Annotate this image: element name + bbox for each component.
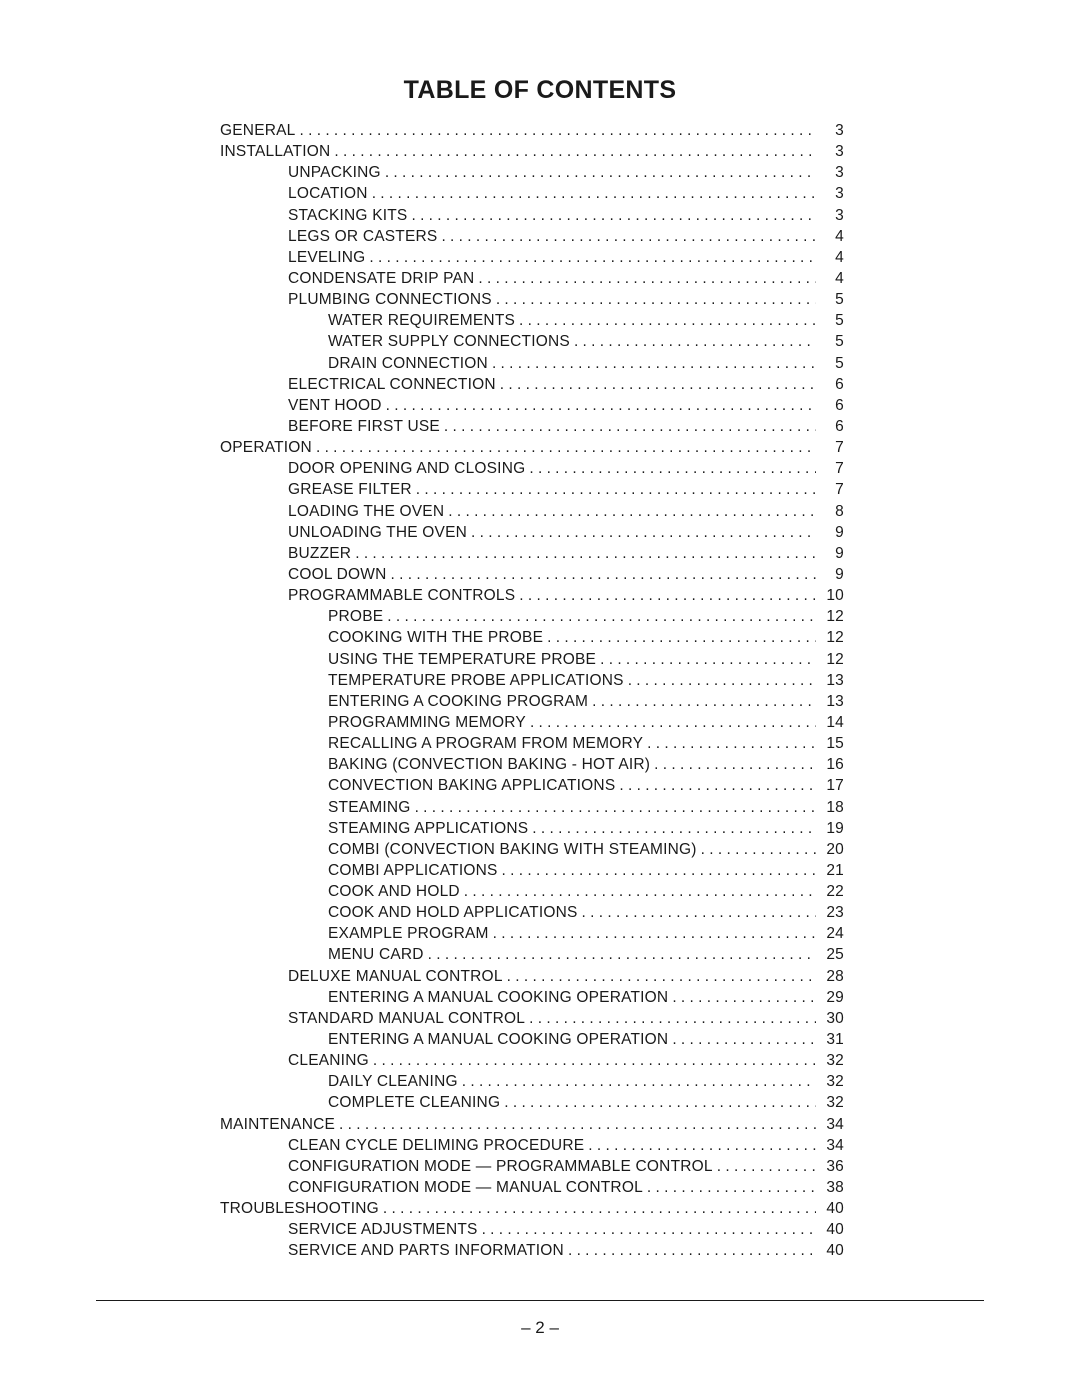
toc-entry[interactable]: [220, 395, 844, 416]
dot-leader: [462, 1071, 816, 1092]
toc-entry[interactable]: [220, 1071, 844, 1092]
toc-entry[interactable]: [220, 374, 844, 395]
toc-entry-label: ELECTRICAL CONNECTION: [288, 375, 496, 393]
toc-entry[interactable]: [220, 987, 844, 1008]
toc-entry-page: 5: [835, 354, 844, 372]
toc-entry-page: 34: [826, 1136, 844, 1154]
dot-leader: [619, 775, 816, 796]
toc-entry-page: 7: [835, 460, 844, 478]
toc-entry-label: GENERAL: [220, 122, 296, 139]
dot-leader: [592, 691, 816, 712]
toc-entry[interactable]: [220, 501, 844, 522]
toc-entry[interactable]: [220, 818, 844, 839]
dot-leader: [441, 226, 816, 247]
toc-entry[interactable]: [220, 860, 844, 881]
toc-entry-page: 32: [826, 1094, 844, 1112]
table-of-contents: [220, 120, 844, 1262]
dot-leader: [502, 860, 816, 881]
dot-leader: [316, 437, 816, 458]
dot-leader: [471, 522, 816, 543]
toc-entry-label: INSTALLATION: [220, 143, 331, 161]
toc-entry-page: 25: [826, 946, 844, 964]
toc-entry-page: 6: [835, 375, 844, 393]
toc-entry-page: 28: [826, 967, 844, 985]
toc-entry-label: BAKING (CONVECTION BAKING - HOT AIR): [328, 756, 651, 774]
toc-entry[interactable]: [220, 1219, 844, 1240]
toc-entry-label: LEVELING: [288, 248, 366, 266]
dot-leader: [701, 839, 816, 860]
dot-leader: [385, 162, 816, 183]
toc-entry-label: MAINTENANCE: [220, 1115, 336, 1133]
toc-entry-page: 8: [835, 502, 844, 520]
toc-entry-label: CLEAN CYCLE DELIMING PROCEDURE: [288, 1136, 585, 1154]
toc-entry[interactable]: [220, 733, 844, 754]
toc-entry[interactable]: [220, 881, 844, 902]
dot-leader: [647, 733, 816, 754]
dot-leader: [647, 1177, 816, 1198]
toc-entry[interactable]: [220, 966, 844, 987]
toc-entry-label: WATER SUPPLY CONNECTIONS: [328, 333, 570, 351]
toc-entry[interactable]: [220, 1029, 844, 1050]
toc-entry[interactable]: [220, 226, 844, 247]
toc-entry-label: TEMPERATURE PROBE APPLICATIONS: [328, 671, 624, 689]
toc-entry-page: 13: [826, 671, 844, 689]
dot-leader: [482, 1219, 816, 1240]
toc-entry-label: VENT HOOD: [288, 396, 382, 414]
toc-entry[interactable]: [220, 353, 844, 374]
toc-entry[interactable]: [220, 141, 844, 162]
toc-entry-label: STEAMING APPLICATIONS: [328, 819, 529, 837]
toc-entry-page: 7: [835, 439, 844, 457]
toc-entry-page: 7: [835, 481, 844, 499]
toc-entry-page: 12: [826, 629, 844, 647]
dot-leader: [493, 923, 816, 944]
toc-entry-label: PROGRAMMABLE CONTROLS: [288, 587, 516, 605]
toc-entry-label: BUZZER: [288, 544, 352, 562]
toc-entry[interactable]: [220, 797, 844, 818]
toc-entry-label: LOADING THE OVEN: [288, 502, 445, 520]
toc-entry[interactable]: [220, 944, 844, 965]
toc-entry-page: 12: [826, 608, 844, 626]
toc-entry-label: SERVICE ADJUSTMENTS: [288, 1221, 478, 1239]
toc-entry[interactable]: [220, 775, 844, 796]
dot-leader: [530, 712, 816, 733]
toc-entry-page: 5: [835, 291, 844, 309]
toc-entry-page: 15: [826, 735, 844, 753]
dot-leader: [369, 247, 816, 268]
toc-entry[interactable]: [220, 162, 844, 183]
toc-entry-page: 31: [826, 1031, 844, 1049]
toc-entry-page: 32: [826, 1073, 844, 1091]
toc-entry-label: UNLOADING THE OVEN: [288, 523, 468, 541]
toc-entry[interactable]: [220, 543, 844, 564]
toc-entry-page: 20: [826, 840, 844, 858]
dot-leader: [496, 289, 816, 310]
dot-leader: [355, 543, 816, 564]
dot-leader: [415, 797, 816, 818]
toc-entry-page: 13: [826, 692, 844, 710]
dot-leader: [574, 331, 816, 352]
dot-leader: [299, 120, 816, 141]
toc-entry-label: DELUXE MANUAL CONTROL: [288, 967, 503, 985]
toc-entry-page: 36: [826, 1157, 844, 1175]
toc-entry[interactable]: [220, 1114, 844, 1135]
toc-entry-label: USING THE TEMPERATURE PROBE: [328, 650, 597, 668]
toc-entry-label: OPERATION: [220, 439, 312, 457]
dot-leader: [416, 479, 816, 500]
toc-entry-label: PROGRAMMING MEMORY: [328, 713, 526, 731]
toc-entry[interactable]: [220, 585, 844, 606]
dot-leader: [588, 1135, 816, 1156]
dot-leader: [504, 1092, 816, 1113]
toc-entry-label: CONVECTION BAKING APPLICATIONS: [328, 777, 616, 795]
toc-entry-page: 4: [835, 248, 844, 266]
dot-leader: [492, 353, 816, 374]
toc-entry-label: TROUBLESHOOTING: [220, 1200, 379, 1218]
toc-entry-label: STACKING KITS: [288, 206, 408, 224]
toc-entry[interactable]: [220, 670, 844, 691]
toc-entry[interactable]: [220, 458, 844, 479]
toc-entry-page: 10: [826, 587, 844, 605]
dot-leader: [372, 183, 816, 204]
dot-leader: [448, 501, 816, 522]
dot-leader: [444, 416, 816, 437]
toc-entry-page: 19: [826, 819, 844, 837]
toc-entry[interactable]: [220, 331, 844, 352]
toc-entry-label: DOOR OPENING AND CLOSING: [288, 460, 526, 478]
toc-entry-page: 23: [826, 904, 844, 922]
toc-entry[interactable]: [220, 627, 844, 648]
toc-entry-label: EXAMPLE PROGRAM: [328, 925, 489, 943]
toc-entry[interactable]: [220, 183, 844, 204]
dot-leader: [532, 818, 816, 839]
dot-leader: [529, 458, 816, 479]
toc-entry-page: 40: [826, 1242, 844, 1260]
dot-leader: [519, 585, 816, 606]
toc-entry-label: CONDENSATE DRIP PAN: [288, 269, 475, 287]
toc-entry[interactable]: [220, 712, 844, 733]
toc-entry[interactable]: [220, 649, 844, 670]
toc-entry[interactable]: [220, 479, 844, 500]
toc-entry[interactable]: [220, 1050, 844, 1071]
toc-entry-page: 3: [835, 122, 844, 139]
toc-entry[interactable]: [220, 120, 844, 141]
toc-entry[interactable]: [220, 1156, 844, 1177]
toc-entry[interactable]: [220, 1177, 844, 1198]
toc-entry[interactable]: [220, 1240, 844, 1261]
footer-divider: [96, 1300, 984, 1301]
dot-leader: [464, 881, 816, 902]
toc-entry[interactable]: [220, 606, 844, 627]
toc-entry-label: COOK AND HOLD: [328, 883, 460, 901]
toc-entry-label: CONFIGURATION MODE — MANUAL CONTROL: [288, 1179, 643, 1197]
dot-leader: [387, 606, 816, 627]
dot-leader: [339, 1114, 816, 1135]
dot-leader: [478, 268, 816, 289]
toc-entry-label: PROBE: [328, 608, 384, 626]
dot-leader: [672, 987, 816, 1008]
toc-entry[interactable]: [220, 1135, 844, 1156]
dot-leader: [654, 754, 816, 775]
toc-entry-label: ENTERING A COOKING PROGRAM: [328, 692, 589, 710]
page-title: TABLE OF CONTENTS: [403, 76, 677, 104]
toc-entry-label: CONFIGURATION MODE — PROGRAMMABLE CONTROL: [288, 1157, 713, 1175]
toc-entry-label: DAILY CLEANING: [328, 1073, 458, 1091]
toc-entry[interactable]: [220, 268, 844, 289]
toc-entry-label: COMBI APPLICATIONS: [328, 861, 498, 879]
toc-entry-label: MENU CARD: [328, 946, 424, 964]
toc-entry-label: RECALLING A PROGRAM FROM MEMORY: [328, 735, 644, 753]
dot-leader: [600, 649, 816, 670]
toc-entry-page: 17: [826, 777, 844, 795]
toc-entry-page: 6: [835, 417, 844, 435]
toc-entry-page: 9: [835, 544, 844, 562]
toc-entry-label: WATER REQUIREMENTS: [328, 312, 516, 330]
toc-entry-label: UNPACKING: [288, 164, 381, 182]
dot-leader: [582, 902, 816, 923]
dot-leader: [383, 1198, 816, 1219]
dot-leader: [386, 395, 816, 416]
toc-entry-page: 40: [826, 1221, 844, 1239]
toc-entry-page: 34: [826, 1115, 844, 1133]
dot-leader: [391, 564, 816, 585]
dot-leader: [547, 627, 816, 648]
toc-entry[interactable]: [220, 1008, 844, 1029]
toc-entry-page: 3: [835, 185, 844, 203]
toc-entry-page: 4: [835, 269, 844, 287]
dot-leader: [672, 1029, 816, 1050]
toc-entry[interactable]: [220, 839, 844, 860]
dot-leader: [507, 966, 816, 987]
dot-leader: [628, 670, 816, 691]
toc-entry[interactable]: [220, 416, 844, 437]
toc-entry[interactable]: [220, 923, 844, 944]
toc-entry-page: 14: [826, 713, 844, 731]
toc-entry-page: 38: [826, 1179, 844, 1197]
dot-leader: [500, 374, 816, 395]
toc-entry-label: DRAIN CONNECTION: [328, 354, 488, 372]
toc-entry[interactable]: [220, 437, 844, 458]
toc-entry-page: 24: [826, 925, 844, 943]
toc-entry[interactable]: [220, 205, 844, 226]
dot-leader: [334, 141, 816, 162]
toc-entry-page: 18: [826, 798, 844, 816]
toc-entry[interactable]: [220, 310, 844, 331]
toc-entry-label: ENTERING A MANUAL COOKING OPERATION: [328, 1031, 669, 1049]
toc-entry-label: STANDARD MANUAL CONTROL: [288, 1009, 526, 1027]
dot-leader: [519, 310, 816, 331]
toc-entry-page: 29: [826, 988, 844, 1006]
dot-leader: [529, 1008, 816, 1029]
toc-entry-page: 3: [835, 206, 844, 224]
toc-entry[interactable]: [220, 902, 844, 923]
dot-leader: [428, 944, 816, 965]
dot-leader: [373, 1050, 816, 1071]
toc-entry-label: COMPLETE CLEANING: [328, 1094, 501, 1112]
toc-entry[interactable]: [220, 564, 844, 585]
toc-entry[interactable]: [220, 289, 844, 310]
dot-leader: [411, 205, 816, 226]
toc-entry-page: 9: [835, 565, 844, 583]
toc-entry[interactable]: [220, 1198, 844, 1219]
toc-entry[interactable]: [220, 691, 844, 712]
toc-entry-page: 3: [835, 143, 844, 161]
toc-entry[interactable]: [220, 1092, 844, 1113]
toc-entry-page: 16: [826, 756, 844, 774]
toc-entry-label: ENTERING A MANUAL COOKING OPERATION: [328, 988, 669, 1006]
toc-entry[interactable]: [220, 754, 844, 775]
toc-entry-page: 22: [826, 883, 844, 901]
page-number: – 2 –: [521, 1318, 559, 1337]
toc-entry-label: COOKING WITH THE PROBE: [328, 629, 544, 647]
toc-entry-page: 5: [835, 333, 844, 351]
toc-entry-page: 32: [826, 1052, 844, 1070]
toc-entry[interactable]: [220, 522, 844, 543]
toc-entry-label: GREASE FILTER: [288, 481, 412, 499]
toc-entry-label: CLEANING: [288, 1052, 369, 1070]
toc-entry-page: 21: [826, 861, 844, 879]
dot-leader: [717, 1156, 816, 1177]
toc-entry-label: COOK AND HOLD APPLICATIONS: [328, 904, 578, 922]
toc-entry-page: 40: [826, 1200, 844, 1218]
toc-entry[interactable]: [220, 247, 844, 268]
toc-entry-page: 5: [835, 312, 844, 330]
toc-entry-page: 3: [835, 164, 844, 182]
toc-entry-label: BEFORE FIRST USE: [288, 417, 440, 435]
toc-entry-label: LOCATION: [288, 185, 368, 203]
toc-entry-page: 9: [835, 523, 844, 541]
toc-entry-label: PLUMBING CONNECTIONS: [288, 291, 492, 309]
toc-entry-page: 30: [826, 1009, 844, 1027]
toc-entry-label: LEGS OR CASTERS: [288, 227, 438, 245]
toc-entry-label: COMBI (CONVECTION BAKING WITH STEAMING): [328, 840, 697, 858]
toc-entry-page: 4: [835, 227, 844, 245]
dot-leader: [568, 1240, 816, 1261]
toc-entry-label: STEAMING: [328, 798, 411, 816]
toc-entry-label: COOL DOWN: [288, 565, 387, 583]
toc-entry-page: 6: [835, 396, 844, 414]
toc-entry-page: 12: [826, 650, 844, 668]
toc-entry-label: SERVICE AND PARTS INFORMATION: [288, 1242, 564, 1260]
